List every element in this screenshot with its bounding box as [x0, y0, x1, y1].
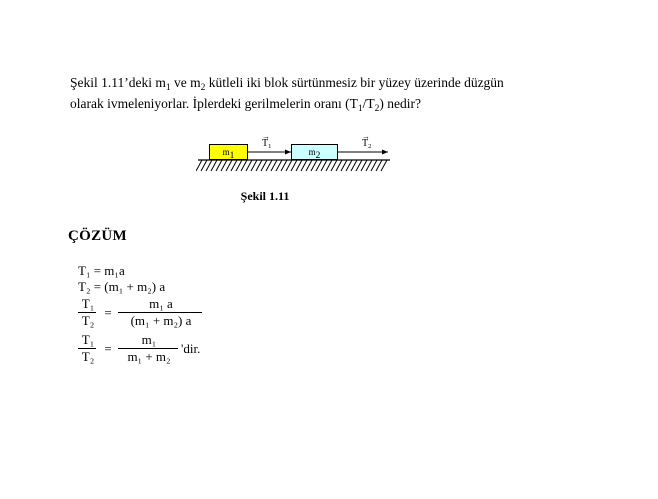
hatch-line — [326, 160, 332, 171]
hatch-line — [246, 160, 252, 171]
hatch-line — [216, 160, 222, 171]
vector-arrow-icon: → — [362, 132, 370, 141]
hatch-line — [361, 160, 367, 171]
solution-heading: ÇÖZÜM — [68, 228, 127, 244]
hatch-line — [201, 160, 207, 171]
hatch-line — [206, 160, 212, 171]
hatch-line — [296, 160, 302, 171]
tension-t1-label: → $T_1$ — [262, 132, 272, 150]
eq4-lhs-numerator: T₁ — [81, 332, 95, 347]
equation-1: T₁ = m₁a — [78, 263, 125, 278]
hatch-line — [271, 160, 277, 171]
question-line-2: olarak ivmeleniyorlar. İplerdeki gerilmelerin oranı $(T_1/T_2)$ nedir? — [70, 96, 421, 114]
hatch-line — [236, 160, 242, 171]
hatch-line — [286, 160, 292, 171]
block-m2: $m_2$ — [291, 144, 338, 160]
hatch-line — [291, 160, 297, 171]
hatch-line — [276, 160, 282, 171]
eq3-rhs-numerator: m₁ a — [149, 296, 173, 311]
hatch-line — [311, 160, 317, 171]
eq4-rhs-denominator: m₁ + m₂ — [127, 349, 171, 364]
hatch-line — [226, 160, 232, 171]
tension-t2-label: → $T_2$ — [362, 132, 372, 150]
hatch-line — [366, 160, 372, 171]
block-diagram — [0, 0, 658, 180]
hatch-line — [211, 160, 217, 171]
hatch-line — [196, 160, 202, 171]
hatch-line — [316, 160, 322, 171]
hatch-line — [346, 160, 352, 171]
eq3-rhs-denominator: (m₁ + m₂) a — [130, 313, 192, 328]
hatch-line — [241, 160, 247, 171]
hatch-line — [376, 160, 382, 171]
figure-caption: Şekil 1.11 — [240, 189, 290, 203]
hatch-line — [351, 160, 357, 171]
eq3-equals: = — [104, 305, 112, 320]
hatch-line — [336, 160, 342, 171]
hatch-line — [321, 160, 327, 171]
equation-2: T₂ = (m₁ + m₂) a — [78, 279, 166, 294]
question-line-1: Şekil 1.11’deki $m_1$ ve $m_2$ kütleli iki blok sürtünmesiz bir yüzey üzerinde düzgün — [70, 75, 504, 93]
eq3-lhs-denominator: T₂ — [81, 313, 95, 328]
connector-lines — [0, 132, 400, 158]
ground-surface — [196, 158, 392, 172]
vector-arrow-icon: → — [262, 132, 270, 141]
hatch-line — [251, 160, 257, 171]
hatch-line — [356, 160, 362, 171]
hatch-line — [306, 160, 312, 171]
eq4-rhs-numerator: m₁ — [141, 332, 157, 347]
hatch-line — [256, 160, 262, 171]
eq4-suffix: 'dir. — [181, 341, 201, 356]
hatch-line — [261, 160, 267, 171]
hatch-line — [381, 160, 387, 171]
hatch-line — [221, 160, 227, 171]
hatch-line — [281, 160, 287, 171]
hatch-line — [341, 160, 347, 171]
hatch-line — [231, 160, 237, 171]
block-m1: $m_1$ — [209, 144, 248, 160]
eq4-equals: = — [104, 341, 112, 356]
eq3-lhs-numerator: T₁ — [81, 296, 95, 311]
hatch-line — [371, 160, 377, 171]
eq4-lhs-denominator: T₂ — [81, 349, 95, 364]
hatch-line — [331, 160, 337, 171]
hatch-line — [266, 160, 272, 171]
hatch-line — [301, 160, 307, 171]
